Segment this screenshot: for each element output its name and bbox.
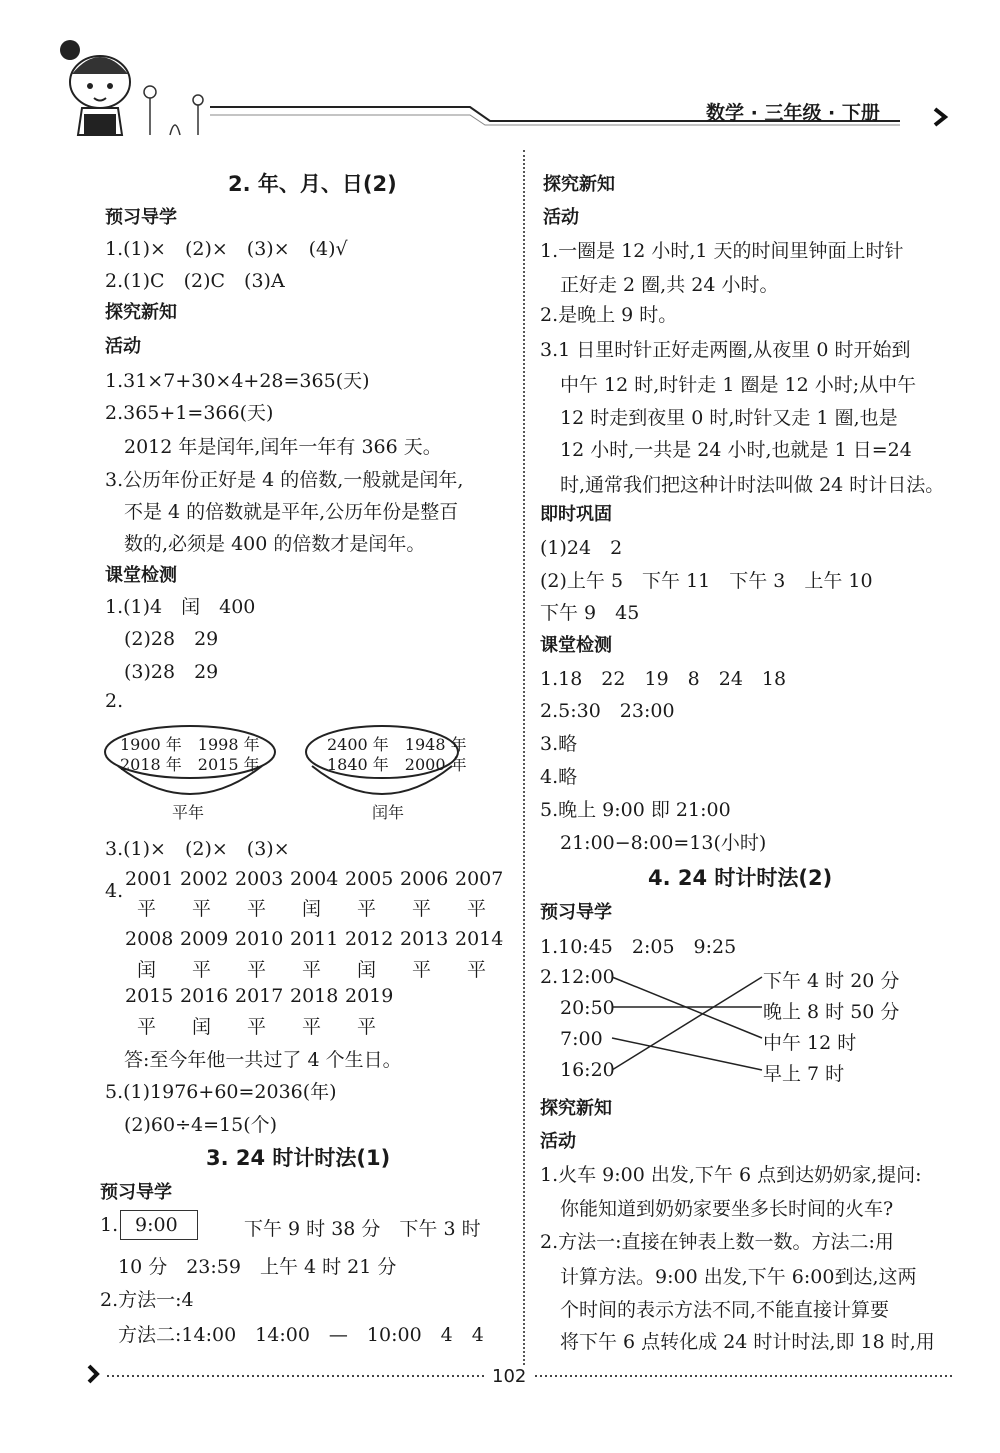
column-divider [523,150,525,1365]
answer-line: 12 小时,一共是 24 小时,也就是 1 日=24 [560,439,912,461]
section-title-4: 4. 24 时计时法(2) [648,866,833,890]
year-mark: 平 [192,898,212,920]
match-right-item: 早上 7 时 [763,1063,845,1085]
answer-line: 下午 9 45 [540,602,640,624]
year-mark: 平 [302,1016,322,1038]
year: 2018 [290,985,339,1007]
answer-line: 2. [540,966,559,988]
year: 2014 [455,928,504,950]
answer-line: 不是 4 的倍数就是平年,公历年份是整百 [124,501,459,523]
answer-line: 1.18 22 19 8 24 18 [540,668,787,690]
answer-line: 1.31×7+30×4+28=365(天) [105,370,370,392]
year: 2011 [290,928,339,950]
heading-yuxi: 预习导学 [105,207,177,228]
answer-line: 2012 年是闰年,闰年一年有 366 天。 [124,436,442,458]
year: 2017 [235,985,284,1007]
year-mark: 闰 [357,959,377,981]
answer-line: 3.1 日里时针正好走两圈,从夜里 0 时开始到 [540,339,911,361]
match-line [612,977,762,1070]
match-left-item: 12:00 [560,966,615,988]
answer-line: (2)上午 5 下午 11 下午 3 上午 10 [540,570,873,592]
heading-ketang: 课堂检测 [540,635,612,656]
answer-line: 3.略 [540,733,578,755]
match-left-item: 16:20 [560,1059,615,1081]
answer-line: 2.是晚上 9 时。 [540,304,678,326]
matching-lines [600,960,770,1085]
year-mark: 闰 [192,1016,212,1038]
year-mark: 平 [302,959,322,981]
answer-line: 5.晚上 9:00 即 21:00 [540,799,731,821]
heading-yuxi: 预习导学 [540,902,612,923]
answer-line: 计算方法。9:00 出发,下午 6:00到达,这两 [560,1266,917,1288]
answer-line: (2)28 29 [124,628,219,650]
bowl1-row2: 2018 年 2015 年 [120,755,260,774]
year-mark: 闰 [302,898,322,920]
girl-illustration [60,40,130,135]
answer-line: (3)28 29 [124,661,219,683]
answer-line: 将下午 6 点转化成 24 时计时法,即 18 时,用 [560,1331,935,1353]
year: 2010 [235,928,284,950]
answer-line: 答:至今年他一共过了 4 个生日。 [124,1049,402,1071]
answer-line: 方法二:14:00 14:00 — 10:00 4 4 [118,1324,484,1346]
year: 2004 [290,868,339,890]
year: 2007 [455,868,504,890]
year-mark: 平 [412,898,432,920]
answer-line: 时,通常我们把这种计时法叫做 24 时计日法。 [560,474,945,496]
bowl1-row1: 1900 年 1998 年 [120,735,260,754]
match-right-item: 中午 12 时 [763,1032,857,1054]
page-number: 102 [492,1366,527,1387]
year-mark: 平 [247,898,267,920]
year-mark: 平 [137,898,157,920]
year: 2019 [345,985,394,1007]
year: 2008 [125,928,174,950]
year: 2016 [180,985,229,1007]
year-mark: 平 [137,1016,157,1038]
heading-yuxi: 预习导学 [100,1182,172,1203]
match-left-item: 7:00 [560,1028,603,1050]
heading-tanjiu: 探究新知 [540,1098,612,1119]
answer-line: 21:00−8:00=13(小时) [560,832,767,854]
heading-huodong: 活动 [105,336,141,357]
answer-line: 1.火车 9:00 出发,下午 6 点到达奶奶家,提问: [540,1164,922,1186]
year: 2002 [180,868,229,890]
answer-line: 2.5:30 23:00 [540,700,675,722]
bowl2-row2: 1840 年 2000 年 [327,755,467,774]
bowl2-row1: 2400 年 1948 年 [327,735,467,754]
answer-line: 1.10:45 2:05 9:25 [540,936,737,958]
year-mark: 平 [412,959,432,981]
year-mark: 平 [357,898,377,920]
bowl2-label: 闰年 [372,803,405,822]
match-right-item: 晚上 8 时 50 分 [763,1001,900,1023]
answer-line: 10 分 23:59 上午 4 时 21 分 [118,1256,397,1278]
header-subject: 数学 · 三年级 · 下册 [706,102,880,124]
answer-line: 1. [100,1214,119,1236]
heading-huodong: 活动 [543,207,579,228]
year-mark: 闰 [137,959,157,981]
answer-line: 个时间的表示方法不同,不能直接计算要 [560,1299,890,1321]
year-mark: 平 [192,959,212,981]
answer-line: 你能知道到奶奶家要坐多长时间的火车? [560,1198,894,1220]
year: 2015 [125,985,174,1007]
match-line [612,1038,762,1070]
section-title-3: 3. 24 时计时法(1) [206,1146,391,1170]
answer-line: 2.365+1=366(天) [105,402,274,424]
answer-line: 5.(1)1976+60=2036(年) [105,1081,337,1103]
answer-line: 2.方法一:4 [100,1289,194,1311]
year: 2005 [345,868,394,890]
answer-line: (2)60÷4=15(个) [124,1114,278,1136]
heading-jishi: 即时巩固 [540,504,612,525]
answer-line: 1.一圈是 12 小时,1 天的时间里钟面上时针 [540,240,904,262]
year: 2009 [180,928,229,950]
match-left-item: 20:50 [560,997,615,1019]
answer-line: 12 时走到夜里 0 时,时针又走 1 圈,也是 [560,407,898,429]
heading-huodong: 活动 [540,1131,576,1152]
heading-tanjiu: 探究新知 [543,174,615,195]
answer-line: 1.(1)× (2)× (3)× (4)√ [105,238,348,260]
year-mark: 平 [247,959,267,981]
boxed-answer: 9:00 [135,1214,178,1236]
flower-illustration [144,86,203,135]
heading-ketang: 课堂检测 [105,565,177,586]
year: 2012 [345,928,394,950]
year-mark: 平 [467,898,487,920]
answer-line: 2.方法一:直接在钟表上数一数。方法二:用 [540,1231,894,1253]
match-right-item: 下午 4 时 20 分 [763,970,900,992]
answer-line: (1)24 2 [540,537,623,559]
year: 2003 [235,868,284,890]
answer-line: 1.(1)4 闰 400 [105,596,256,618]
answer-line: 中午 12 时,时针走 1 圈是 12 小时;从中午 [560,374,917,396]
heading-tanjiu: 探究新知 [105,302,177,323]
year: 2013 [400,928,449,950]
bowl1-label: 平年 [172,803,205,822]
answer-line: 4. [105,880,124,902]
answer-line: 3.公历年份正好是 4 的倍数,一般就是闰年, [105,469,464,491]
year-mark: 平 [357,1016,377,1038]
answer-line: 2. [105,690,124,712]
answer-line: 2.(1)C (2)C (3)A [105,270,285,292]
answer-line: 数的,必须是 400 的倍数才是闰年。 [124,533,426,555]
year: 2006 [400,868,449,890]
year-mark: 平 [467,959,487,981]
answer-line: 4.略 [540,766,578,788]
answer-line: 正好走 2 圈,共 24 小时。 [560,274,779,296]
year: 2001 [125,868,174,890]
year-mark: 平 [247,1016,267,1038]
answer-line: 下午 9 时 38 分 下午 3 时 [244,1218,481,1240]
section-title-2: 2. 年、月、日(2) [228,172,397,196]
answer-line: 3.(1)× (2)× (3)× [105,838,290,860]
